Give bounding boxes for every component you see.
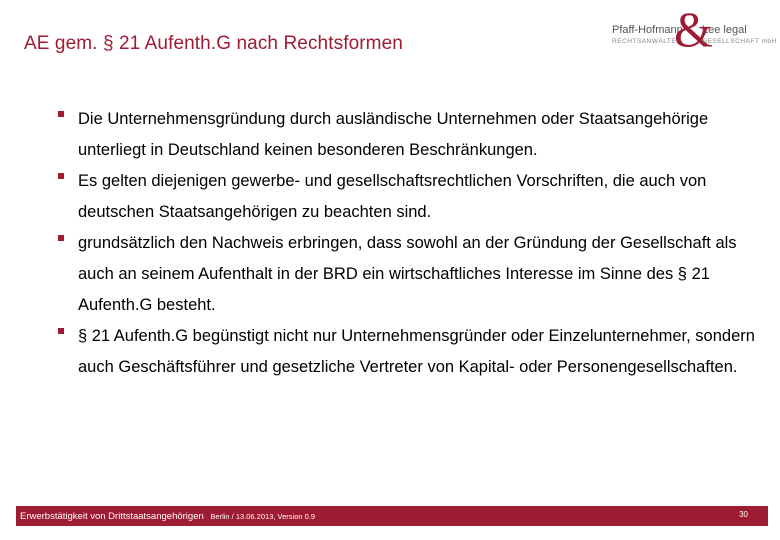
page-number: 30 <box>739 510 748 519</box>
bullet-marker-icon <box>58 235 64 241</box>
footer-info <box>20 511 315 522</box>
logo-subtitle-right: GESELLSCHAFT mbH <box>702 38 777 45</box>
logo-subtitle-left: RECHTSANWÄLTE <box>612 38 677 45</box>
bullet-marker-icon <box>58 328 64 334</box>
company-logo <box>608 1 777 57</box>
bullet-text: Es gelten diejenigen gewerbe- und gesellschaftsrechtlichen Vorschriften, die auch von deutschen Staatsangehörigen zu beachten sind. <box>78 172 707 221</box>
logo-ampersand: & <box>674 1 713 57</box>
footer-topic: Erwerbstätigkeit von Drittstaatsangehörigen <box>20 511 204 522</box>
bullet-text: Die Unternehmensgründung durch ausländische Unternehmen oder Staatsangehörige unterliegt in Deutschland keinen besonderen Beschränkungen. <box>78 110 709 159</box>
bullet-list <box>56 110 756 389</box>
list-item <box>56 228 756 321</box>
list-item <box>56 321 756 383</box>
bullet-text: grundsätzlich den Nachweis erbringen, dass sowohl an der Gründung der Gesellschaft als auch an seinem Aufenthalt in der BRD ein wirtschaftliches Interesse im Sinne des § 21 Aufenth.G besteht. <box>78 234 737 314</box>
logo-name-right: Lee legal <box>702 24 747 36</box>
page-title: AE gem. § 21 Aufenth.G nach Rechtsformen <box>24 33 403 54</box>
bullet-text: § 21 Aufenth.G begünstigt nicht nur Unternehmensgründer oder Einzelunternehmer, sondern auch Geschäftsführer und gesetzliche Vertreter von Kapital- oder Personengesellschaften. <box>78 327 755 376</box>
bullet-marker-icon <box>58 173 64 179</box>
bullet-marker-icon <box>58 111 64 117</box>
list-item <box>56 166 756 228</box>
footer-meta: Berlin / 13.06.2013, Version 0.9 <box>210 512 316 521</box>
list-item <box>56 104 756 166</box>
logo-name-left: Pfaff-Hofmann <box>612 24 683 36</box>
